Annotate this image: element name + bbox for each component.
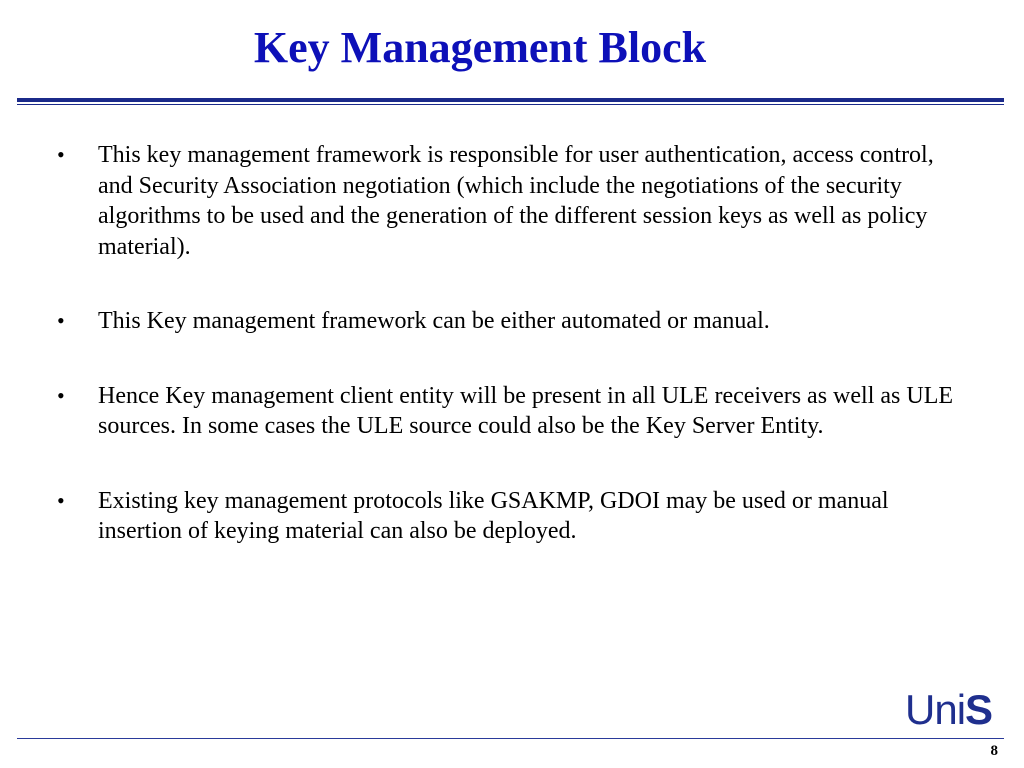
bullet-text: This key management framework is responsible for user authentication, access control, and Security Association negotiation (which include the negotiations of the security algorithms to be used and the generation of the different session keys as well as policy material). (98, 142, 934, 260)
page-number: 8 (990, 743, 998, 759)
bullet-marker: • (57, 308, 65, 333)
bullet-item (57, 140, 957, 262)
bullet-item (57, 306, 957, 337)
bullet-list (57, 140, 957, 547)
bullet-item (57, 486, 957, 547)
bullet-marker: • (57, 487, 65, 513)
logo-text-light: Uni (905, 686, 966, 733)
bullet-marker: • (57, 382, 65, 408)
title-divider-thick (17, 98, 1004, 102)
bullet-text: Hence Key management client entity will be present in all ULE receivers as well as ULE sources. In some cases the ULE source could also be the Key Server Entity. (98, 382, 954, 439)
title-divider (17, 98, 1004, 106)
bullet-text: Existing key management protocols like GSAKMP, GDOI may be used or manual insertion of keying material can also be deployed. (98, 487, 889, 544)
logo-text-bold: S (965, 686, 993, 733)
footer-divider (17, 738, 1004, 739)
slide-title: Key Management Block (253, 23, 707, 72)
title-divider-thin (17, 104, 1004, 105)
bullet-item (57, 381, 957, 442)
bullet-marker: • (57, 142, 65, 167)
bullet-text: This Key management framework can be either automated or manual. (98, 308, 770, 334)
unis-logo (905, 686, 992, 734)
